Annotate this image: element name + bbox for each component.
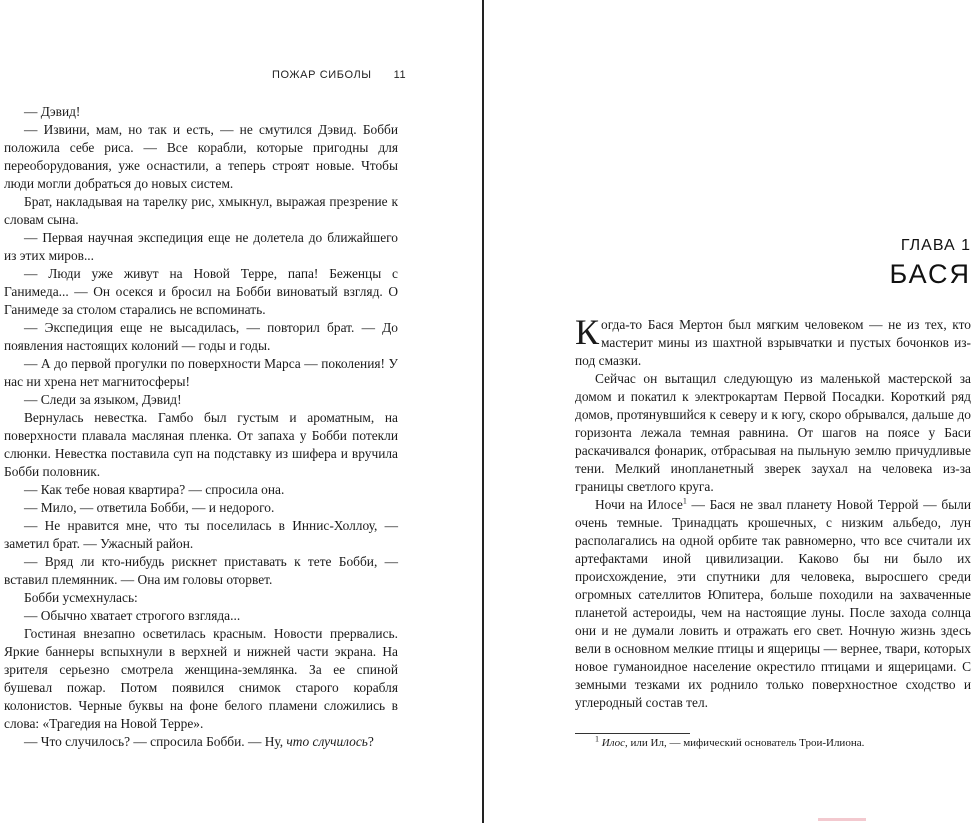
paragraph: — Первая научная экспедиция еще не долетела до ближайшего из этих миров... xyxy=(4,230,398,263)
left-body-text xyxy=(4,103,398,751)
footnote-number: 1 xyxy=(595,734,599,744)
paragraph: Гостиная внезапно осветилась красным. Новости прервались. Яркие баннеры вспыхнули в верхней и нижней части экрана. На зрителя серьезно смотрела женщина-землянка. За ее спиной бушевал пожар. Потом появился снимок старого корабля колонистов. Черные буквы на фоне белого пламени сложились в слова: «Трагедия на Новой Терре». xyxy=(4,626,398,731)
paragraph: — Дэвид! xyxy=(24,104,81,119)
footnote xyxy=(575,736,971,750)
paragraph-text: — Бася не звал планету Новой Террой — были очень темные. Тринадцать крошечных, с низким альбедо, лун располагались на одной орбите так равномерно, что все считали их артефактами иной цивилизации. Каково бы ни было их происхождение, эти спутники для человека, выросшего среди огромных сателлитов Юпитера, больше походили на захваченные планетой астероиды, чем на настоящие луны. После захода солнца они и не думали ловить и отражать его свет. Ночную жизнь здесь вели в основном мелкие птицы и ящерицы — вернее, твари, которых новое гуманоидное население окрестило птицами и ящерицами. С земными тезками их роднило только поверхностное сходство и углеродный состав тел. xyxy=(575,497,972,710)
paragraph-first xyxy=(575,312,971,370)
chapter-title: БАСЯ xyxy=(889,259,971,289)
paragraph: — А до первой прогулки по поверхности Марса — поколения! У нас ни хрена нет магнитосферы! xyxy=(4,356,398,389)
right-body-text xyxy=(575,312,972,712)
paragraph-text: — Что случилось? — спросила Бобби. — Ну, xyxy=(24,734,287,749)
paragraph: — Извини, мам, но так и есть, — не смутился Дэвид. Бобби положила себе риса. — Все корабли, которые пригодны для переоборудования, уже оснастили, а теперь строят новые. Чтобы люди могли добраться до новых систем. xyxy=(4,122,398,191)
right-page xyxy=(486,0,976,823)
paragraph: — Экспедиция еще не высадилась, — повторил брат. — До появления настоящих колоний — годы и годы. xyxy=(4,320,398,353)
paragraph: — Как тебе новая квартира? — спросила она. xyxy=(24,482,285,497)
footnote-marker[interactable]: 1 xyxy=(682,496,687,506)
footnote-rule xyxy=(575,733,690,734)
paragraph: Сейчас он вытащил следующую из маленькой мастерской за домом и покатил к электрокартам Первой Посадки. Короткий ряд домов, протянувшийся к северу и к югу, скоро обрывался, дальше до горизонта лежала темная равнина. От шагов на поясе у Баси раскачивался фонарик, отбрасывая на пыльную землю причудливые тени. Мелкий инопланетный зверек заухал на человека из-за границы светлого круга. xyxy=(575,371,971,494)
italic-emphasis: что случилось xyxy=(286,734,368,749)
paragraph: Брат, накладывая на тарелку рис, хмыкнул, выражая презрение к словам сына. xyxy=(4,194,398,227)
footnote-text: , или Ил, — мифический основатель Трои-Илиона. xyxy=(625,737,865,749)
page-gutter xyxy=(482,0,484,823)
paragraph: Бобби усмехнулась: xyxy=(24,590,138,605)
paragraph: — Люди уже живут на Новой Терре, папа! Беженцы с Ганимеда... — Он осекся и бросил на Бобби виноватый взгляд. О Ганимеде за столом старались не вспоминать. xyxy=(4,266,398,317)
paragraph: — Обычно хватает строгого взгляда... xyxy=(24,608,241,623)
paragraph: — Мило, — ответила Бобби, — и недорого. xyxy=(24,500,275,515)
paragraph: Вернулась невестка. Гамбо был густым и ароматным, на поверхности плавала масляная пленка. От запаха у Бобби потекли слюнки. Невестка поставила суп на подставку из шифера и вручила Бобби половник. xyxy=(4,410,398,479)
paragraph xyxy=(575,496,971,712)
paragraph-text: Ночи на Илосе xyxy=(595,497,683,512)
footnote-term: Илос xyxy=(601,737,626,749)
paragraph: — Вряд ли кто-нибудь рискнет приставать к тете Бобби, — вставил племянник. — Она им головы оторвет. xyxy=(4,554,398,587)
paragraph-text: огда-то Бася Мертон был мягким человеком — не из тех, кто мастерит мины из шахтной взрывчатки и пустых бочонков из-под смазки. xyxy=(575,317,971,368)
left-page xyxy=(0,0,482,823)
chapter-label: ГЛАВА 1 xyxy=(900,237,971,254)
paragraph: — Следи за языком, Дэвид! xyxy=(24,392,182,407)
running-head-title: ПОЖАР СИБОЛЫ xyxy=(272,69,372,81)
running-head xyxy=(272,69,406,81)
page-number: 11 xyxy=(393,69,407,81)
drop-cap: К xyxy=(575,312,600,352)
paragraph-last: — Что случилось? — спросила Бобби. — Ну, что случилось? xyxy=(24,734,374,749)
bottom-edge-mark xyxy=(818,818,866,821)
paragraph: — Не нравится мне, что ты поселилась в Иннис-Холлоу, — заметил брат. — Ужасный район. xyxy=(4,518,398,551)
